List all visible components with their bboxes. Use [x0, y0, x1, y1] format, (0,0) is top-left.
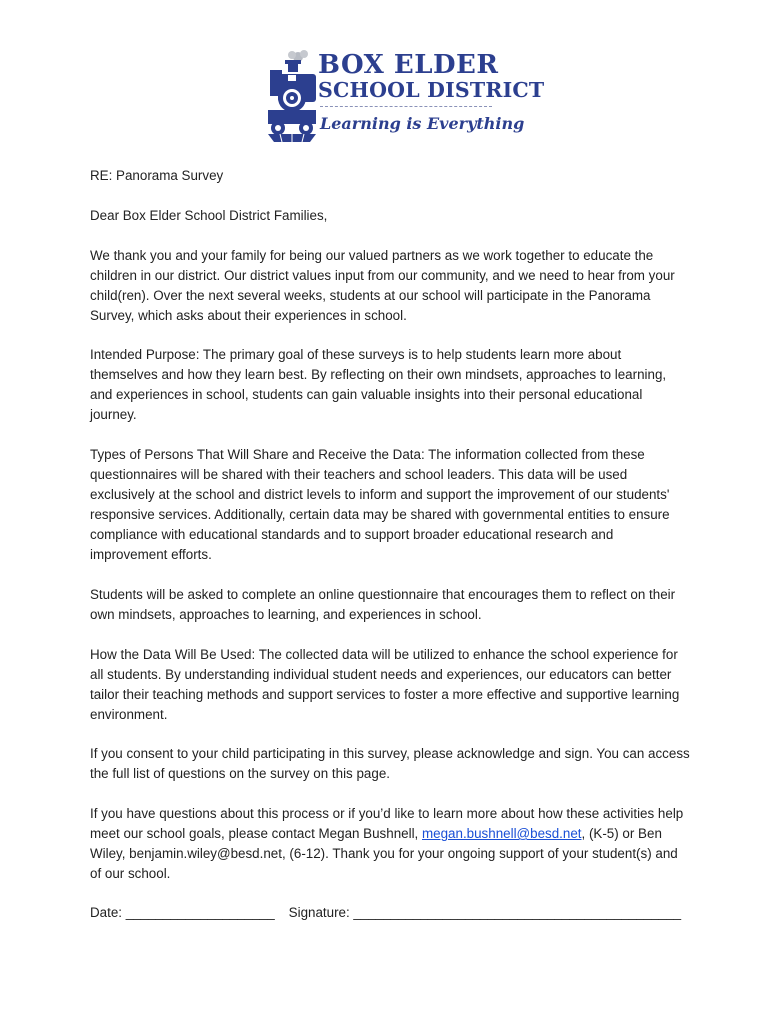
logo-title-line1: BOX ELDER	[318, 50, 499, 80]
logo-title-line2: SCHOOL DISTRICT	[318, 78, 545, 102]
contact-text-after: , (K-5) or Ben Wiley, benjamin.wiley@besd.net, (6-12). Thank you for your ongoing support of your student(s) and of our school.	[90, 826, 678, 881]
letter-paragraph-contact	[90, 804, 690, 884]
letter-paragraph: If you consent to your child participating in this survey, please acknowledge and sign. You can access the full list of questions on the survey on this page.	[90, 746, 690, 781]
letter-paragraph: We thank you and your family for being our valued partners as we work together to educate the children in our district. Our district values input from our community, and we need to hear from your child(ren). Over the next several weeks, students at our school will participate in the Panorama Survey, which asks about their experiences in school.	[90, 248, 675, 323]
contact-text-before: If you have questions about this process or if you’d like to learn more about how these activities help meet our school goals, please contact Megan Bushnell,	[90, 806, 684, 841]
district-logo	[266, 48, 545, 144]
contact-email-link[interactable]: megan.bushnell@besd.net	[422, 826, 582, 841]
letter-paragraph: Types of Persons That Will Share and Receive the Data: The information collected from these questionnaires will be shared with their teachers and school leaders. This data will be used exclusively at the school and district levels to inform and support the improvement of our students' responsive services. Additionally, certain data may be shared with governmental entities to ensure compliance with educational standards and to support broader educational research and improvement efforts.	[90, 447, 670, 562]
signature-line	[90, 903, 690, 923]
letter-paragraph: How the Data Will Be Used: The collected data will be utilized to enhance the school experience for all students. By understanding individual student needs and experiences, our educators can better tailor their teaching methods and support services to foster a more effective and supportive learning environment.	[90, 647, 680, 722]
steam-locomotive-icon	[266, 48, 318, 144]
letter-greeting: Dear Box Elder School District Families,	[90, 208, 328, 223]
letter-paragraph: Intended Purpose: The primary goal of these surveys is to help students learn more about themselves and how they learn best. By reflecting on their own mindsets, approaches to learning, and experiences in school, students can gain valuable insights into their personal educational journey.	[90, 347, 667, 422]
letter-subject: RE: Panorama Survey	[90, 168, 224, 183]
letter-paragraph: Students will be asked to complete an online questionnaire that encourages them to reflect on their own mindsets, approaches to learning, and experiences in school.	[90, 587, 676, 622]
date-field: Date: ____________________	[90, 905, 275, 920]
signature-field: Signature: ____________________________________________	[288, 905, 682, 920]
logo-tagline: Learning is Everything	[320, 114, 525, 133]
logo-divider	[320, 106, 492, 107]
